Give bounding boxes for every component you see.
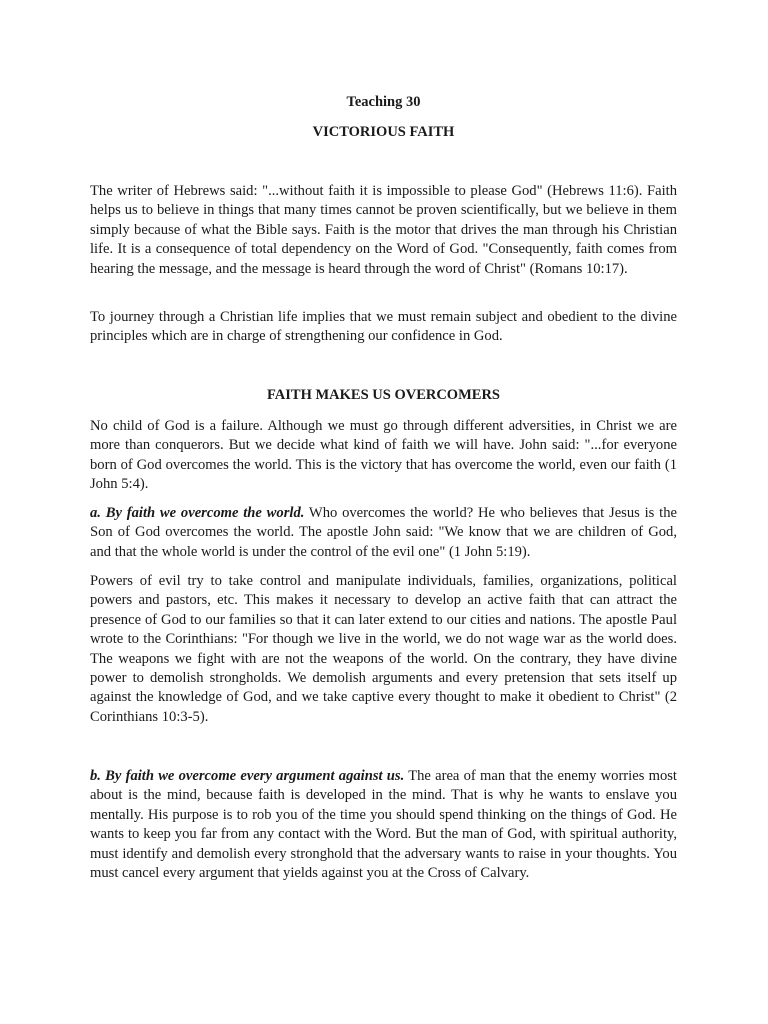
- powers-paragraph: Powers of evil try to take control and manipulate individuals, families, organizations, political powers and pastors, etc. This makes it necessary to develop an active faith that can attract the presence of God to our families so that it can later extend to our cities and nations. The apostle Paul wrote to the Corinthians: "For though we live in the world, we do not wage war as the world does. The weapons we fight with are not the weapons of the world. On the contrary, they have divine power to demolish strongholds. We demolish arguments and every pretension that sets itself up against the knowledge of God, and we take captive every thought to make it obedient to Christ" (2 Corinthians 10:3-5).: [90, 573, 677, 725]
- page-title: VICTORIOUS FAITH: [312, 124, 455, 140]
- teaching-label: Teaching 30: [346, 94, 421, 110]
- point-b-paragraph: [90, 767, 677, 883]
- point-a-text: Who overcomes the world? He who believes that Jesus is the Son of God overcomes the world. The apostle John said: "We know that we are children of God, and that the whole world is under the control of the evil one" (1 John 5:19).: [90, 505, 677, 560]
- intro-paragraph-2: To journey through a Christian life implies that we must remain subject and obedient to the divine principles which are in charge of strengthening our confidence in God.: [90, 309, 677, 345]
- section-heading: FAITH MAKES US OVERCOMERS: [267, 387, 500, 403]
- point-b-text: The area of man that the enemy worries most about is the mind, because faith is developed in the mind. That is why he wants to enslave you mentally. His purpose is to rob you of the time you should spend thinking on the things of God. He wants to keep you far from any contact with the Word. But the man of God, with spiritual authority, must identify and demolish every stronghold that the adversary wants to raise in your thoughts. You must cancel every argument that yields against you at the Cross of Calvary.: [90, 768, 677, 882]
- point-a-paragraph: [90, 504, 677, 562]
- section-intro-paragraph: No child of God is a failure. Although we must go through different adversities, in Christ we are more than conquerors. But we decide what kind of faith we will have. John said: "...for everyone born of God overcomes the world. This is the victory that has overcome the world, even our faith (1 John 5:4).: [90, 418, 677, 493]
- point-b-lead: b. By faith we overcome every argument against us.: [90, 768, 405, 784]
- point-a-lead: a. By faith we overcome the world.: [90, 505, 305, 521]
- intro-paragraph-1: The writer of Hebrews said: "...without faith it is impossible to please God" (Hebrews 11:6). Faith helps us to believe in things that many times cannot be proven scientifically, but we believe in them simply because of what the Bible says. Faith is the motor that drives the man through his Christian life. It is a consequence of total dependency on the Word of God. "Consequently, faith comes from hearing the message, and the message is heard through the word of Christ" (Romans 10:17).: [90, 183, 677, 277]
